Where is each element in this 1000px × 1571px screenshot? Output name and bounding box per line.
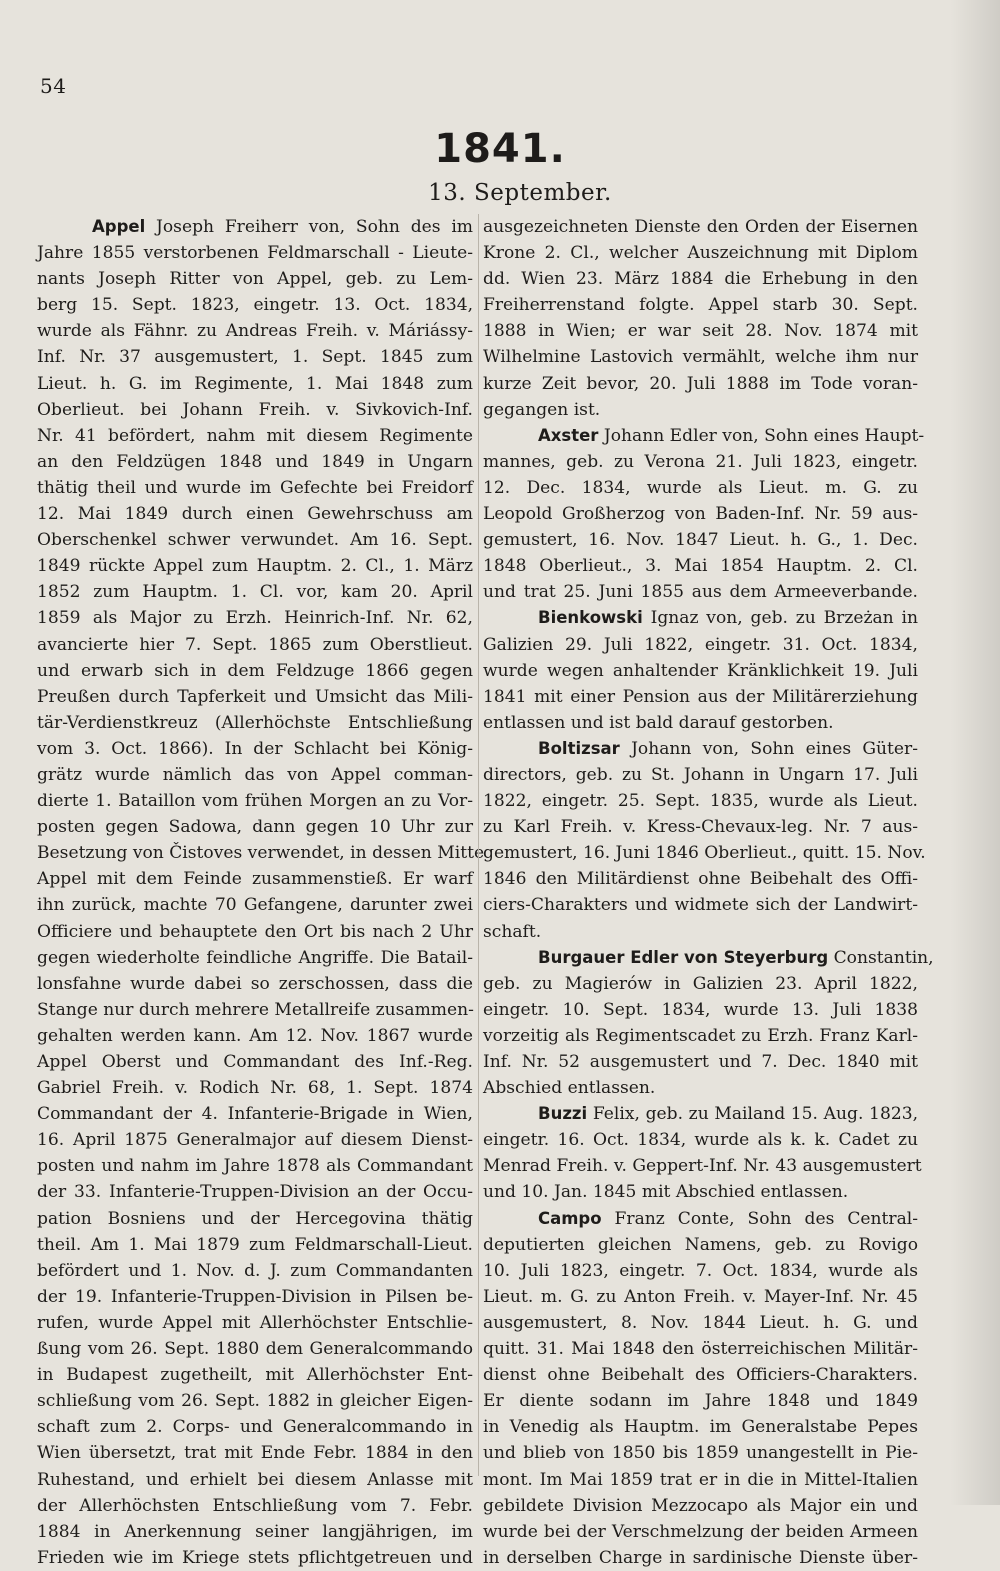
line-text: Ignaz von, geb. zu Brzeżan in bbox=[642, 608, 918, 629]
text-line bbox=[483, 1336, 918, 1362]
text-line bbox=[483, 788, 918, 814]
text-line bbox=[483, 553, 918, 579]
entry-name: Axster bbox=[538, 425, 599, 445]
line-text: Felix, geb. zu Mailand 15. Aug. 1823, bbox=[587, 1104, 918, 1125]
entry-name: Buzzi bbox=[538, 1104, 588, 1124]
text-line bbox=[37, 1284, 473, 1310]
text-line bbox=[483, 292, 918, 318]
line-text: Menrad Freih. v. Geppert-Inf. Nr. 43 ausgemustert bbox=[483, 1156, 922, 1177]
year-heading: 1841. bbox=[434, 126, 566, 172]
line-text: wurde als Fähnr. zu Andreas Freih. v. Máriássy- bbox=[37, 321, 473, 342]
text-line bbox=[483, 840, 926, 866]
line-text: tär-Verdienstkreuz (Allerhöchste Entschließung bbox=[37, 712, 473, 733]
text-line bbox=[37, 1075, 473, 1101]
text-line bbox=[483, 892, 918, 918]
text-line bbox=[37, 1023, 473, 1049]
line-text: der Allerhöchsten Entschließung vom 7. Febr. bbox=[37, 1495, 473, 1516]
text-line bbox=[483, 971, 918, 997]
line-text: und blieb von 1850 bis 1859 unangestellt in Pie- bbox=[483, 1443, 918, 1464]
line-text: Abschied entlassen. bbox=[483, 1078, 656, 1099]
line-text: lonsfahne wurde dabei so zerschossen, dass die bbox=[37, 973, 473, 994]
line-text: posten und nahm im Jahre 1878 als Commandant bbox=[37, 1156, 473, 1177]
line-text: 1822, eingetr. 25. Sept. 1835, wurde als Lieut. bbox=[483, 791, 918, 812]
line-text: gegen wiederholte feindliche Angriffe. Die Batail- bbox=[37, 947, 473, 968]
text-line bbox=[37, 788, 473, 814]
line-text: der 33. Infanterie-Truppen-Division an der Occu- bbox=[37, 1182, 473, 1203]
text-line bbox=[37, 632, 473, 658]
line-text: Ruhestand, und erhielt bei diesem Anlasse mit bbox=[37, 1469, 473, 1490]
text-line bbox=[483, 1049, 918, 1075]
line-text: Preußen durch Tapferkeit und Umsicht das Mili- bbox=[37, 686, 473, 707]
line-text: wurde bei der Verschmelzung der beiden Armeen bbox=[483, 1521, 918, 1542]
text-line bbox=[483, 266, 918, 292]
text-line bbox=[483, 214, 918, 240]
line-text: Appel mit dem Feinde zusammenstieß. Er warf bbox=[37, 869, 473, 890]
line-text: Gabriel Freih. v. Rodich Nr. 68, 1. Sept. 1874 bbox=[37, 1078, 473, 1099]
line-text: 1846 den Militärdienst ohne Beibehalt des Offi- bbox=[483, 869, 918, 890]
line-text: der 19. Infanterie-Truppen-Division in Pilsen be- bbox=[37, 1286, 473, 1307]
line-text: geb. zu Magierów in Galizien 23. April 1822, bbox=[483, 973, 918, 994]
text-line bbox=[37, 344, 473, 370]
text-line bbox=[37, 579, 473, 605]
line-text: dierte 1. Bataillon vom frühen Morgen an zu Vor- bbox=[37, 791, 473, 812]
text-line bbox=[483, 318, 918, 344]
text-line bbox=[483, 371, 918, 397]
line-text: 16. April 1875 Generalmajor auf diesem Dienst- bbox=[37, 1130, 473, 1151]
text-line bbox=[483, 579, 918, 605]
entry-first-line bbox=[483, 1206, 918, 1232]
text-line bbox=[483, 658, 918, 684]
line-text: eingetr. 10. Sept. 1834, wurde 13. Juli 1838 bbox=[483, 999, 918, 1020]
line-text: vorzeitig als Regimentscadet zu Erzh. Franz Karl- bbox=[483, 1025, 918, 1046]
text-line bbox=[483, 1545, 918, 1571]
text-line bbox=[483, 762, 918, 788]
line-text: Wilhelmine Lastovich vermählt, welche ihm nur bbox=[483, 347, 918, 368]
line-text: in derselben Charge in sardinische Dienste über- bbox=[483, 1547, 918, 1568]
text-line bbox=[37, 397, 473, 423]
line-text: Appel Oberst und Commandant des Inf.-Reg. bbox=[37, 1052, 473, 1072]
line-text: 1888 in Wien; er war seit 28. Nov. 1874 mit bbox=[483, 321, 918, 342]
line-text: 12. Mai 1849 durch einen Gewehrschuss am bbox=[37, 504, 473, 525]
text-line bbox=[37, 762, 473, 788]
line-text: vom 3. Oct. 1866). In der Schlacht bei König- bbox=[37, 738, 473, 759]
page-edge-shadow bbox=[950, 0, 1000, 1505]
line-text: Joseph Freiherr von, Sohn des im bbox=[145, 217, 473, 237]
text-line bbox=[483, 1258, 918, 1284]
text-line bbox=[37, 371, 473, 397]
line-text: 1841 mit einer Pension aus der Militärerziehung bbox=[483, 686, 918, 707]
text-line bbox=[37, 605, 473, 631]
text-line bbox=[483, 1493, 918, 1519]
text-line bbox=[37, 1127, 473, 1153]
line-text: eingetr. 16. Oct. 1834, wurde als k. k. Cadet zu bbox=[483, 1130, 918, 1151]
entry-first-line bbox=[483, 1101, 918, 1127]
line-text: und 10. Jan. 1845 mit Abschied entlassen. bbox=[483, 1182, 849, 1203]
text-line bbox=[483, 449, 918, 475]
text-line bbox=[483, 1075, 918, 1101]
text-line bbox=[37, 553, 473, 579]
entry-name: Burgauer Edler von Steyerburg bbox=[538, 947, 829, 967]
text-line bbox=[37, 1310, 473, 1336]
line-text: Johann von, Sohn eines Güter- bbox=[619, 738, 918, 759]
text-line bbox=[37, 1414, 473, 1440]
text-line bbox=[483, 397, 918, 423]
line-text: Besetzung von Čistoves verwendet, in dessen Mitte bbox=[37, 843, 485, 864]
text-line bbox=[37, 1206, 473, 1232]
text-line bbox=[37, 501, 473, 527]
line-text: Oberschenkel schwer verwundet. Am 16. Sept. bbox=[37, 530, 473, 551]
line-text: Lieut. m. G. zu Anton Freih. v. Mayer-Inf. Nr. 45 bbox=[483, 1286, 918, 1307]
text-line bbox=[37, 1467, 473, 1493]
text-line bbox=[37, 423, 473, 449]
text-line bbox=[483, 475, 918, 501]
line-text: mont. Im Mai 1859 trat er in die in Mittel-Italien bbox=[483, 1469, 918, 1490]
line-text: Stange nur durch mehrere Metallreife zusammen- bbox=[37, 999, 474, 1020]
entry-first-line bbox=[483, 423, 925, 449]
line-text: zu Karl Freih. v. Kress-Chevaux-leg. Nr. 7 aus- bbox=[483, 817, 918, 838]
text-line bbox=[37, 866, 473, 892]
text-line bbox=[483, 1519, 918, 1545]
line-text: quitt. 31. Mai 1848 den österreichischen Militär- bbox=[483, 1339, 918, 1360]
text-line bbox=[37, 1519, 473, 1545]
entry-first-line bbox=[483, 736, 918, 762]
text-line bbox=[37, 266, 473, 292]
line-text: 1859 als Major zu Erzh. Heinrich-Inf. Nr. 62, bbox=[37, 608, 473, 629]
line-text: entlassen und ist bald darauf gestorben. bbox=[483, 712, 834, 733]
line-text: 10. Juli 1823, eingetr. 7. Oct. 1834, wurde als bbox=[483, 1260, 918, 1281]
line-text: Frieden wie im Kriege stets pflichtgetreuen und bbox=[37, 1547, 473, 1568]
line-text: ausgemustert, 8. Nov. 1844 Lieut. h. G. und bbox=[483, 1312, 918, 1333]
text-line bbox=[37, 1153, 473, 1179]
text-line bbox=[37, 892, 473, 918]
text-line bbox=[483, 814, 918, 840]
text-line bbox=[483, 1284, 918, 1310]
line-text: Johann Edler von, Sohn eines Haupt- bbox=[598, 425, 925, 446]
text-line bbox=[483, 240, 918, 266]
text-line bbox=[37, 292, 473, 318]
line-text: Wien übersetzt, trat mit Ende Febr. 1884 in den bbox=[37, 1443, 473, 1464]
line-text: ßung vom 26. Sept. 1880 dem Generalcommando bbox=[37, 1339, 473, 1360]
line-text: gehalten werden kann. Am 12. Nov. 1867 wurde bbox=[37, 1025, 473, 1046]
text-line bbox=[37, 1336, 473, 1362]
line-text: wurde wegen anhaltender Kränklichkeit 19. Juli bbox=[483, 660, 918, 681]
text-line bbox=[37, 1362, 473, 1388]
line-text: in Venedig als Hauptm. im Generalstabe Pepes bbox=[483, 1417, 918, 1438]
text-line bbox=[37, 318, 473, 344]
line-text: 1852 zum Hauptm. 1. Cl. vor, kam 20. April bbox=[37, 582, 473, 603]
text-line bbox=[37, 736, 473, 762]
right-column bbox=[483, 214, 934, 1571]
text-line bbox=[483, 1232, 918, 1258]
entry-first-line bbox=[483, 945, 934, 971]
line-text: directors, geb. zu St. Johann in Ungarn 17. Juli bbox=[483, 764, 918, 785]
line-text: Commandant der 4. Infanterie-Brigade in Wien, bbox=[37, 1104, 473, 1125]
entry-name: Boltizsar bbox=[538, 738, 620, 758]
line-text: Lieut. h. G. im Regimente, 1. Mai 1848 zum bbox=[37, 373, 473, 394]
text-line bbox=[483, 1414, 918, 1440]
text-line bbox=[483, 997, 918, 1023]
line-text: rufen, wurde Appel mit Allerhöchster Entschlie- bbox=[37, 1312, 473, 1333]
text-line bbox=[483, 1362, 918, 1388]
line-text: befördert und 1. Nov. d. J. zum Commandanten bbox=[37, 1260, 473, 1281]
line-text: dienst ohne Beibehalt des Officiers-Charakters. bbox=[483, 1365, 918, 1386]
line-text: Krone 2. Cl., welcher Auszeichnung mit Diplom bbox=[483, 243, 918, 264]
line-text: gemustert, 16. Nov. 1847 Lieut. h. G., 1. Dec. bbox=[483, 530, 918, 551]
text-line bbox=[37, 1545, 473, 1571]
text-line bbox=[37, 240, 473, 266]
line-text: Officiere und behauptete den Ort bis nach 2 Uhr bbox=[37, 921, 473, 942]
line-text: Jahre 1855 verstorbenen Feldmarschall - Lieute- bbox=[37, 243, 473, 264]
line-text: 1884 in Anerkennung seiner langjährigen, im bbox=[37, 1521, 473, 1542]
entry-first-line bbox=[483, 605, 918, 631]
text-line bbox=[483, 1153, 922, 1179]
text-line bbox=[483, 501, 918, 527]
text-line bbox=[483, 527, 918, 553]
text-line bbox=[483, 1023, 918, 1049]
text-line bbox=[37, 1493, 473, 1519]
entry-first-line bbox=[37, 214, 473, 240]
text-line bbox=[483, 1388, 918, 1414]
text-line bbox=[37, 840, 485, 866]
line-text: Er diente sodann im Jahre 1848 und 1849 bbox=[483, 1391, 918, 1412]
line-text: und trat 25. Juni 1855 aus dem Armeeverbande. bbox=[483, 582, 918, 603]
date-heading: 13. September. bbox=[428, 180, 612, 206]
line-text: 12. Dec. 1834, wurde als Lieut. m. G. zu bbox=[483, 477, 918, 498]
line-text: in Budapest zugetheilt, mit Allerhöchster Ent- bbox=[37, 1365, 473, 1386]
page-number: 54 bbox=[40, 74, 67, 98]
text-line bbox=[37, 449, 473, 475]
line-text: thätig theil und wurde im Gefechte bei Freidorf bbox=[37, 477, 473, 498]
text-line bbox=[483, 684, 918, 710]
line-text: gebildete Division Mezzocapo als Major ein und bbox=[483, 1495, 918, 1516]
text-line bbox=[483, 1440, 918, 1466]
line-text: ciers-Charakters und widmete sich der Landwirt- bbox=[483, 895, 918, 916]
line-text: und erwarb sich in dem Feldzuge 1866 gegen bbox=[37, 660, 473, 681]
line-text: dd. Wien 23. März 1884 die Erhebung in den bbox=[483, 269, 918, 290]
line-text: schaft zum 2. Corps- und Generalcommando in bbox=[37, 1417, 473, 1438]
line-text: Leopold Großherzog von Baden-Inf. Nr. 59 aus- bbox=[483, 504, 918, 525]
line-text: 1848 Oberlieut., 3. Mai 1854 Hauptm. 2. Cl. bbox=[483, 556, 918, 577]
line-text: nants Joseph Ritter von Appel, geb. zu Lem- bbox=[37, 269, 473, 290]
column-divider bbox=[478, 214, 479, 1476]
line-text: ausgezeichneten Dienste den Orden der Eisernen bbox=[483, 217, 918, 237]
text-line bbox=[37, 945, 473, 971]
text-line bbox=[37, 814, 473, 840]
text-line bbox=[483, 632, 918, 658]
text-line bbox=[37, 1440, 473, 1466]
text-line bbox=[483, 1127, 918, 1153]
line-text: berg 15. Sept. 1823, eingetr. 13. Oct. 1834, bbox=[37, 295, 473, 316]
line-text: Freiherrenstand folgte. Appel starb 30. Sept. bbox=[483, 295, 918, 316]
line-text: Galizien 29. Juli 1822, eingetr. 31. Oct. 1834, bbox=[483, 634, 918, 655]
text-line bbox=[483, 344, 918, 370]
left-column bbox=[37, 214, 485, 1571]
text-line bbox=[37, 1232, 473, 1258]
line-text: kurze Zeit bevor, 20. Juli 1888 im Tode voran- bbox=[483, 373, 918, 394]
line-text: deputierten gleichen Namens, geb. zu Rovigo bbox=[483, 1234, 918, 1255]
line-text: schließung vom 26. Sept. 1882 in gleicher Eigen- bbox=[37, 1391, 473, 1412]
line-text: posten gegen Sadowa, dann gegen 10 Uhr zur bbox=[37, 817, 473, 838]
text-line bbox=[37, 997, 473, 1023]
text-line bbox=[37, 1101, 473, 1127]
text-line bbox=[37, 658, 473, 684]
text-line bbox=[37, 1258, 473, 1284]
entry-name: Campo bbox=[538, 1208, 602, 1228]
line-text: Inf. Nr. 52 ausgemustert und 7. Dec. 1840 mit bbox=[483, 1052, 918, 1072]
entry-name: Appel bbox=[92, 217, 146, 236]
text-line bbox=[483, 1310, 918, 1336]
line-text: avancierte hier 7. Sept. 1865 zum Oberstlieut. bbox=[37, 634, 473, 655]
text-line bbox=[483, 919, 918, 945]
line-text: Oberlieut. bei Johann Freih. v. Sivkovich-Inf. bbox=[37, 399, 473, 420]
text-line bbox=[37, 1049, 473, 1075]
line-text: mannes, geb. zu Verona 21. Juli 1823, eingetr. bbox=[483, 451, 918, 472]
text-line bbox=[483, 1467, 918, 1493]
text-line bbox=[37, 684, 473, 710]
line-text: ihn zurück, machte 70 Gefangene, darunter zwei bbox=[37, 895, 473, 916]
text-line bbox=[37, 971, 473, 997]
entry-name: Bienkowski bbox=[538, 608, 643, 628]
line-text: 1849 rückte Appel zum Hauptm. 2. Cl., 1. März bbox=[37, 556, 473, 577]
text-line bbox=[483, 710, 918, 736]
line-text: theil. Am 1. Mai 1879 zum Feldmarschall-Lieut. bbox=[37, 1234, 473, 1255]
text-line bbox=[483, 866, 918, 892]
line-text: Franz Conte, Sohn des Central- bbox=[601, 1208, 918, 1229]
line-text: Inf. Nr. 37 ausgemustert, 1. Sept. 1845 zum bbox=[37, 347, 473, 368]
line-text: Constantin, bbox=[828, 947, 934, 968]
text-line bbox=[37, 475, 473, 501]
line-text: Nr. 41 befördert, nahm mit diesem Regimente bbox=[37, 425, 473, 446]
line-text: gegangen ist. bbox=[483, 399, 601, 420]
line-text: grätz wurde nämlich das von Appel comman- bbox=[37, 764, 473, 785]
text-line bbox=[37, 710, 473, 736]
text-line bbox=[37, 1388, 473, 1414]
text-line bbox=[37, 527, 473, 553]
text-line bbox=[37, 1179, 473, 1205]
text-line bbox=[37, 919, 473, 945]
line-text: gemustert, 16. Juni 1846 Oberlieut., quitt. 15. Nov. bbox=[483, 843, 926, 864]
line-text: an den Feldzügen 1848 und 1849 in Ungarn bbox=[37, 451, 473, 472]
text-line bbox=[483, 1179, 918, 1205]
line-text: schaft. bbox=[483, 921, 542, 942]
line-text: pation Bosniens und der Hercegovina thätig bbox=[37, 1208, 473, 1229]
